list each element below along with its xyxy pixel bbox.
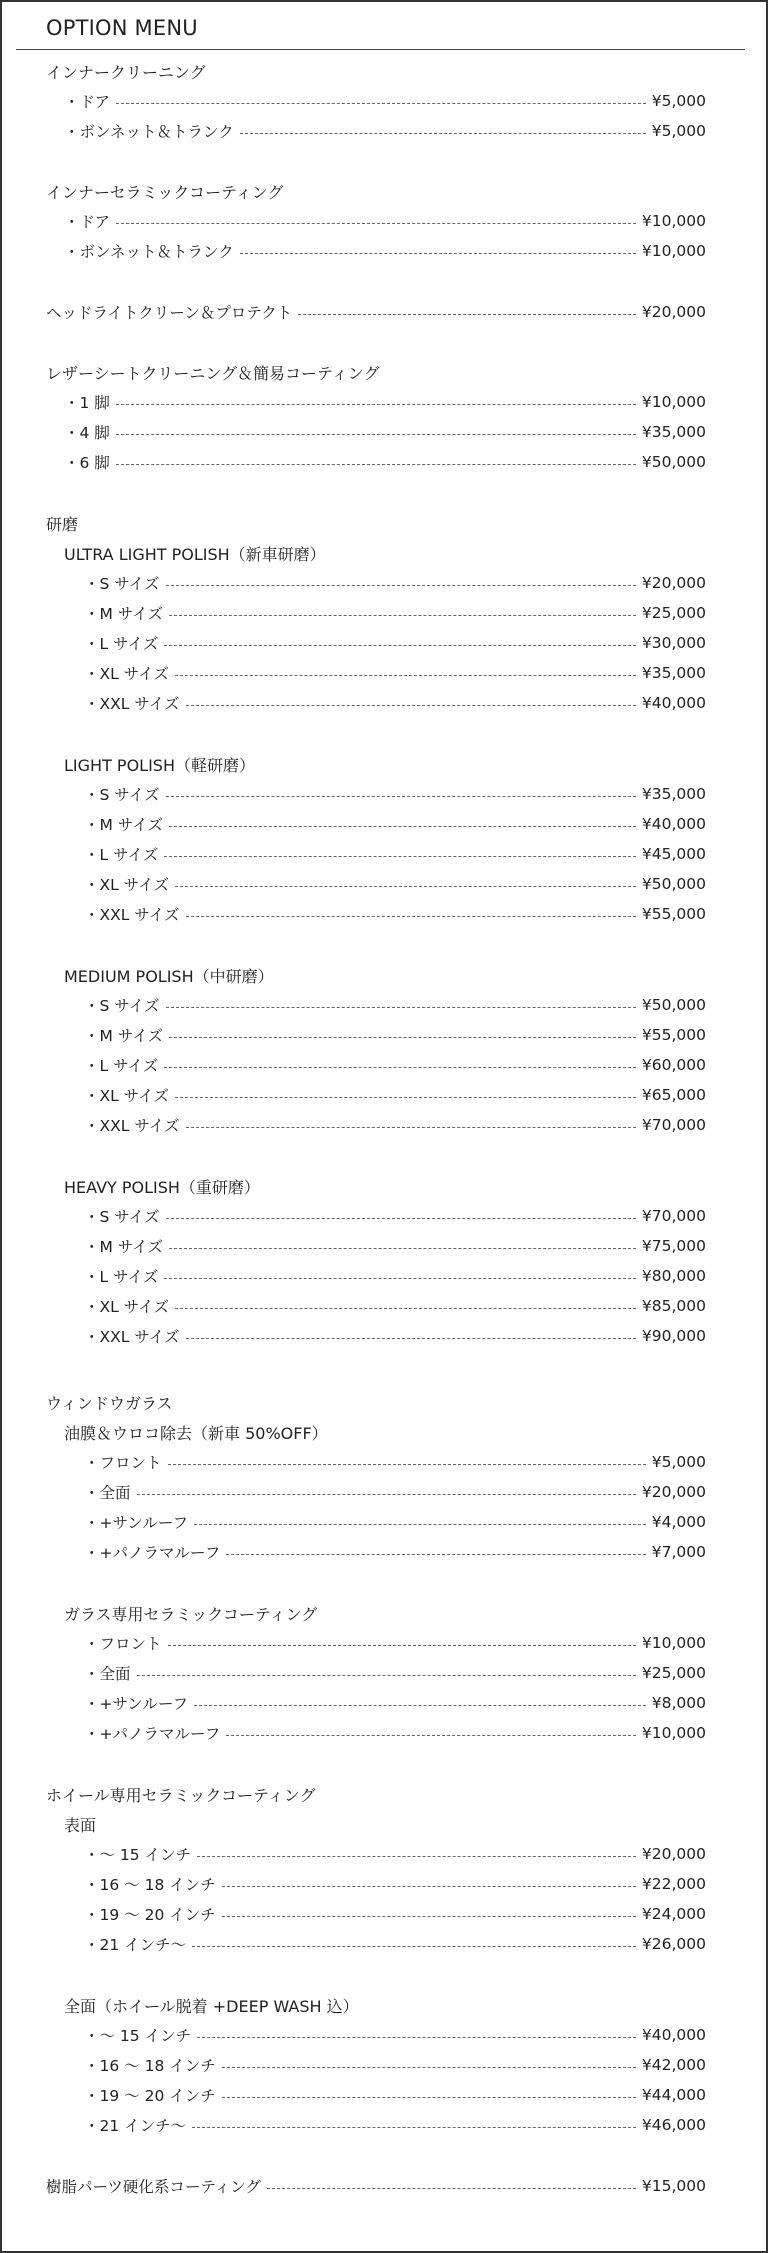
price-row — [64, 207, 706, 235]
item-label: ・+サンルーフ — [84, 1695, 189, 1713]
item-label: ・M サイズ — [84, 1238, 164, 1256]
item-price: ¥65,000 — [641, 1086, 706, 1104]
item-label: ・XL サイズ — [84, 665, 169, 683]
dotted-leader — [164, 856, 636, 857]
price-row — [84, 1689, 706, 1717]
item-label: ・S サイズ — [84, 1208, 160, 1226]
item-price: ¥20,000 — [641, 574, 706, 592]
price-row — [84, 1202, 706, 1230]
item-label: 樹脂パーツ硬化系コーティング — [46, 2178, 261, 2196]
page-title: OPTION MENU — [46, 16, 198, 40]
price-row — [84, 689, 706, 717]
item-label: ・+サンルーフ — [84, 1514, 189, 1532]
price-row — [84, 810, 706, 838]
dotted-leader — [116, 103, 646, 104]
item-label: ・XL サイズ — [84, 1087, 169, 1105]
price-row — [84, 1478, 706, 1506]
item-price: ¥55,000 — [641, 905, 706, 923]
item-price: ¥5,000 — [651, 122, 706, 140]
item-price: ¥55,000 — [641, 1026, 706, 1044]
dotted-leader — [194, 1524, 646, 1525]
item-price: ¥85,000 — [641, 1297, 706, 1315]
dotted-leader — [116, 464, 636, 465]
price-row — [84, 1840, 706, 1868]
dotted-leader — [137, 1675, 636, 1676]
item-price: ¥90,000 — [641, 1327, 706, 1345]
dotted-leader — [169, 826, 636, 827]
item-label: ・ボンネット＆トランク — [64, 243, 234, 261]
dotted-leader — [175, 675, 636, 676]
item-label: ・L サイズ — [84, 846, 159, 864]
item-label: ・4 脚 — [64, 424, 110, 442]
section-heading: ウィンドウガラス — [46, 1393, 173, 1413]
item-label: ・6 脚 — [64, 454, 110, 472]
price-row — [84, 569, 706, 597]
item-price: ¥10,000 — [641, 242, 706, 260]
item-label: ・XXL サイズ — [84, 695, 180, 713]
dotted-leader — [166, 1218, 636, 1219]
item-price: ¥50,000 — [641, 875, 706, 893]
item-price: ¥46,000 — [641, 2116, 706, 2134]
item-price: ¥30,000 — [641, 634, 706, 652]
price-row — [84, 1111, 706, 1139]
item-price: ¥80,000 — [641, 1267, 706, 1285]
dotted-leader — [186, 1338, 636, 1339]
item-label: ・S サイズ — [84, 997, 160, 1015]
section-heading: HEAVY POLISH（重研磨） — [64, 1177, 260, 1197]
dotted-leader — [166, 796, 636, 797]
item-label: ・XL サイズ — [84, 1298, 169, 1316]
item-label: ヘッドライトクリーン＆プロテクト — [46, 304, 293, 322]
dotted-leader — [186, 916, 636, 917]
item-label: ・XXL サイズ — [84, 1328, 180, 1346]
item-price: ¥10,000 — [641, 1634, 706, 1652]
item-price: ¥10,000 — [641, 1724, 706, 1742]
section-heading: ガラス専用セラミックコーティング — [64, 1604, 318, 1624]
dotted-leader — [116, 223, 636, 224]
item-price: ¥60,000 — [641, 1056, 706, 1074]
item-label: ・S サイズ — [84, 575, 160, 593]
price-row — [84, 1262, 706, 1290]
item-price: ¥70,000 — [641, 1116, 706, 1134]
item-label: ・XL サイズ — [84, 876, 169, 894]
item-label: ・M サイズ — [84, 816, 164, 834]
dotted-leader — [169, 1037, 636, 1038]
item-price: ¥40,000 — [641, 2026, 706, 2044]
item-price: ¥20,000 — [641, 303, 706, 321]
price-row — [84, 1081, 706, 1109]
item-price: ¥5,000 — [651, 1453, 706, 1471]
price-row — [84, 599, 706, 627]
item-price: ¥75,000 — [641, 1237, 706, 1255]
price-row — [84, 2021, 706, 2049]
item-price: ¥24,000 — [641, 1905, 706, 1923]
price-row — [84, 1508, 706, 1536]
price-row — [84, 840, 706, 868]
item-label: ・1 脚 — [64, 394, 110, 412]
dotted-leader — [222, 2067, 636, 2068]
section-heading: ULTRA LIGHT POLISH（新車研磨） — [64, 544, 326, 564]
price-row — [84, 1021, 706, 1049]
dotted-leader — [164, 645, 636, 646]
section-heading: レザーシートクリーニング＆簡易コーティング — [46, 363, 380, 383]
item-label: ・S サイズ — [84, 786, 160, 804]
item-label: ・L サイズ — [84, 1268, 159, 1286]
item-price: ¥35,000 — [641, 423, 706, 441]
dotted-leader — [197, 1856, 636, 1857]
price-row — [64, 448, 706, 476]
price-row — [84, 2051, 706, 2079]
section-heading: インナーセラミックコーティング — [46, 182, 284, 202]
dotted-leader — [192, 1946, 636, 1947]
dotted-leader — [240, 133, 646, 134]
price-row — [84, 659, 706, 687]
dotted-leader — [175, 1097, 636, 1098]
section-heading: インナークリーニング — [46, 62, 206, 82]
price-row — [64, 388, 706, 416]
price-row — [84, 780, 706, 808]
section-heading: 油膜＆ウロコ除去（新車 50%OFF） — [64, 1423, 328, 1443]
price-row — [64, 418, 706, 446]
dotted-leader — [226, 1735, 636, 1736]
dotted-leader — [164, 1278, 636, 1279]
price-row — [84, 1659, 706, 1687]
item-label: ・L サイズ — [84, 635, 159, 653]
item-price: ¥40,000 — [641, 815, 706, 833]
dotted-leader — [186, 705, 636, 706]
item-label: ・全面 — [84, 1484, 131, 1502]
item-price: ¥8,000 — [651, 1694, 706, 1712]
item-label: ・+パノラマルーフ — [84, 1725, 221, 1743]
price-row — [84, 1448, 706, 1476]
dotted-leader — [169, 615, 636, 616]
item-price: ¥15,000 — [641, 2177, 706, 2195]
item-price: ¥50,000 — [641, 453, 706, 471]
dotted-leader — [137, 1494, 636, 1495]
item-label: ・M サイズ — [84, 1027, 164, 1045]
item-price: ¥10,000 — [641, 393, 706, 411]
item-price: ¥45,000 — [641, 845, 706, 863]
item-price: ¥70,000 — [641, 1207, 706, 1225]
item-price: ¥42,000 — [641, 2056, 706, 2074]
item-price: ¥50,000 — [641, 996, 706, 1014]
item-price: ¥44,000 — [641, 2086, 706, 2104]
dotted-leader — [226, 1554, 646, 1555]
item-label: ・19 〜 20 インチ — [84, 1906, 216, 1924]
item-price: ¥22,000 — [641, 1875, 706, 1893]
item-price: ¥35,000 — [641, 785, 706, 803]
section-heading: 全面（ホイール脱着 +DEEP WASH 込） — [64, 1996, 359, 2016]
price-row — [84, 2081, 706, 2109]
price-row — [64, 87, 706, 115]
dotted-leader — [192, 2127, 636, 2128]
dotted-leader — [168, 1645, 636, 1646]
dotted-leader — [169, 1248, 636, 1249]
dotted-leader — [166, 1007, 636, 1008]
price-row — [84, 1870, 706, 1898]
item-label: ・フロント — [84, 1635, 162, 1653]
item-price: ¥4,000 — [651, 1513, 706, 1531]
item-label: ・XXL サイズ — [84, 906, 180, 924]
price-row — [84, 629, 706, 657]
dotted-leader — [186, 1127, 636, 1128]
price-row — [84, 1538, 706, 1566]
section-heading: 研磨 — [46, 514, 79, 534]
item-price: ¥20,000 — [641, 1483, 706, 1501]
dotted-leader — [267, 2188, 636, 2189]
section-heading: ホイール専用セラミックコーティング — [46, 1785, 316, 1805]
item-price: ¥7,000 — [651, 1543, 706, 1561]
dotted-leader — [166, 585, 636, 586]
dotted-leader — [197, 2037, 636, 2038]
dotted-leader — [298, 314, 636, 315]
price-row — [84, 2111, 706, 2139]
item-price: ¥25,000 — [641, 1664, 706, 1682]
item-label: ・フロント — [84, 1454, 162, 1472]
price-row — [84, 1051, 706, 1079]
price-row — [84, 870, 706, 898]
dotted-leader — [175, 886, 636, 887]
price-row — [84, 1930, 706, 1958]
dotted-leader — [116, 404, 636, 405]
title-divider — [16, 49, 745, 50]
price-row — [64, 117, 706, 145]
item-price: ¥35,000 — [641, 664, 706, 682]
section-heading: LIGHT POLISH（軽研磨） — [64, 755, 255, 775]
price-row — [84, 991, 706, 1019]
item-price: ¥26,000 — [641, 1935, 706, 1953]
section-heading: 表面 — [64, 1815, 97, 1835]
item-label: ・ドア — [64, 93, 111, 111]
item-price: ¥25,000 — [641, 604, 706, 622]
item-label: ・19 〜 20 インチ — [84, 2087, 216, 2105]
dotted-leader — [222, 2097, 636, 2098]
item-price: ¥40,000 — [641, 694, 706, 712]
item-label: ・21 インチ〜 — [84, 2117, 187, 2135]
item-label: ・16 〜 18 インチ — [84, 1876, 216, 1894]
price-row — [84, 1719, 706, 1747]
item-label: ・〜 15 インチ — [84, 1846, 192, 1864]
dotted-leader — [116, 434, 636, 435]
item-label: ・ドア — [64, 213, 111, 231]
item-label: ・+パノラマルーフ — [84, 1544, 221, 1562]
price-row — [84, 900, 706, 928]
item-price: ¥20,000 — [641, 1845, 706, 1863]
item-price: ¥5,000 — [651, 92, 706, 110]
price-row — [84, 1629, 706, 1657]
price-row — [84, 1322, 706, 1350]
dotted-leader — [164, 1067, 636, 1068]
item-label: ・21 インチ〜 — [84, 1936, 187, 1954]
item-label: ・XXL サイズ — [84, 1117, 180, 1135]
item-label: ・16 〜 18 インチ — [84, 2057, 216, 2075]
price-row-headlight — [46, 298, 706, 326]
item-label: ・全面 — [84, 1665, 131, 1683]
item-price: ¥10,000 — [641, 212, 706, 230]
item-label: ・L サイズ — [84, 1057, 159, 1075]
item-label: ・〜 15 インチ — [84, 2027, 192, 2045]
dotted-leader — [194, 1705, 646, 1706]
dotted-leader — [240, 253, 636, 254]
section-heading: MEDIUM POLISH（中研磨） — [64, 966, 274, 986]
item-label: ・ボンネット＆トランク — [64, 123, 234, 141]
price-row-resin — [46, 2172, 706, 2200]
price-row — [84, 1900, 706, 1928]
item-label: ・M サイズ — [84, 605, 164, 623]
price-row — [84, 1292, 706, 1320]
price-row — [64, 237, 706, 265]
dotted-leader — [222, 1886, 636, 1887]
dotted-leader — [175, 1308, 636, 1309]
dotted-leader — [168, 1464, 646, 1465]
dotted-leader — [222, 1916, 636, 1917]
price-row — [84, 1232, 706, 1260]
